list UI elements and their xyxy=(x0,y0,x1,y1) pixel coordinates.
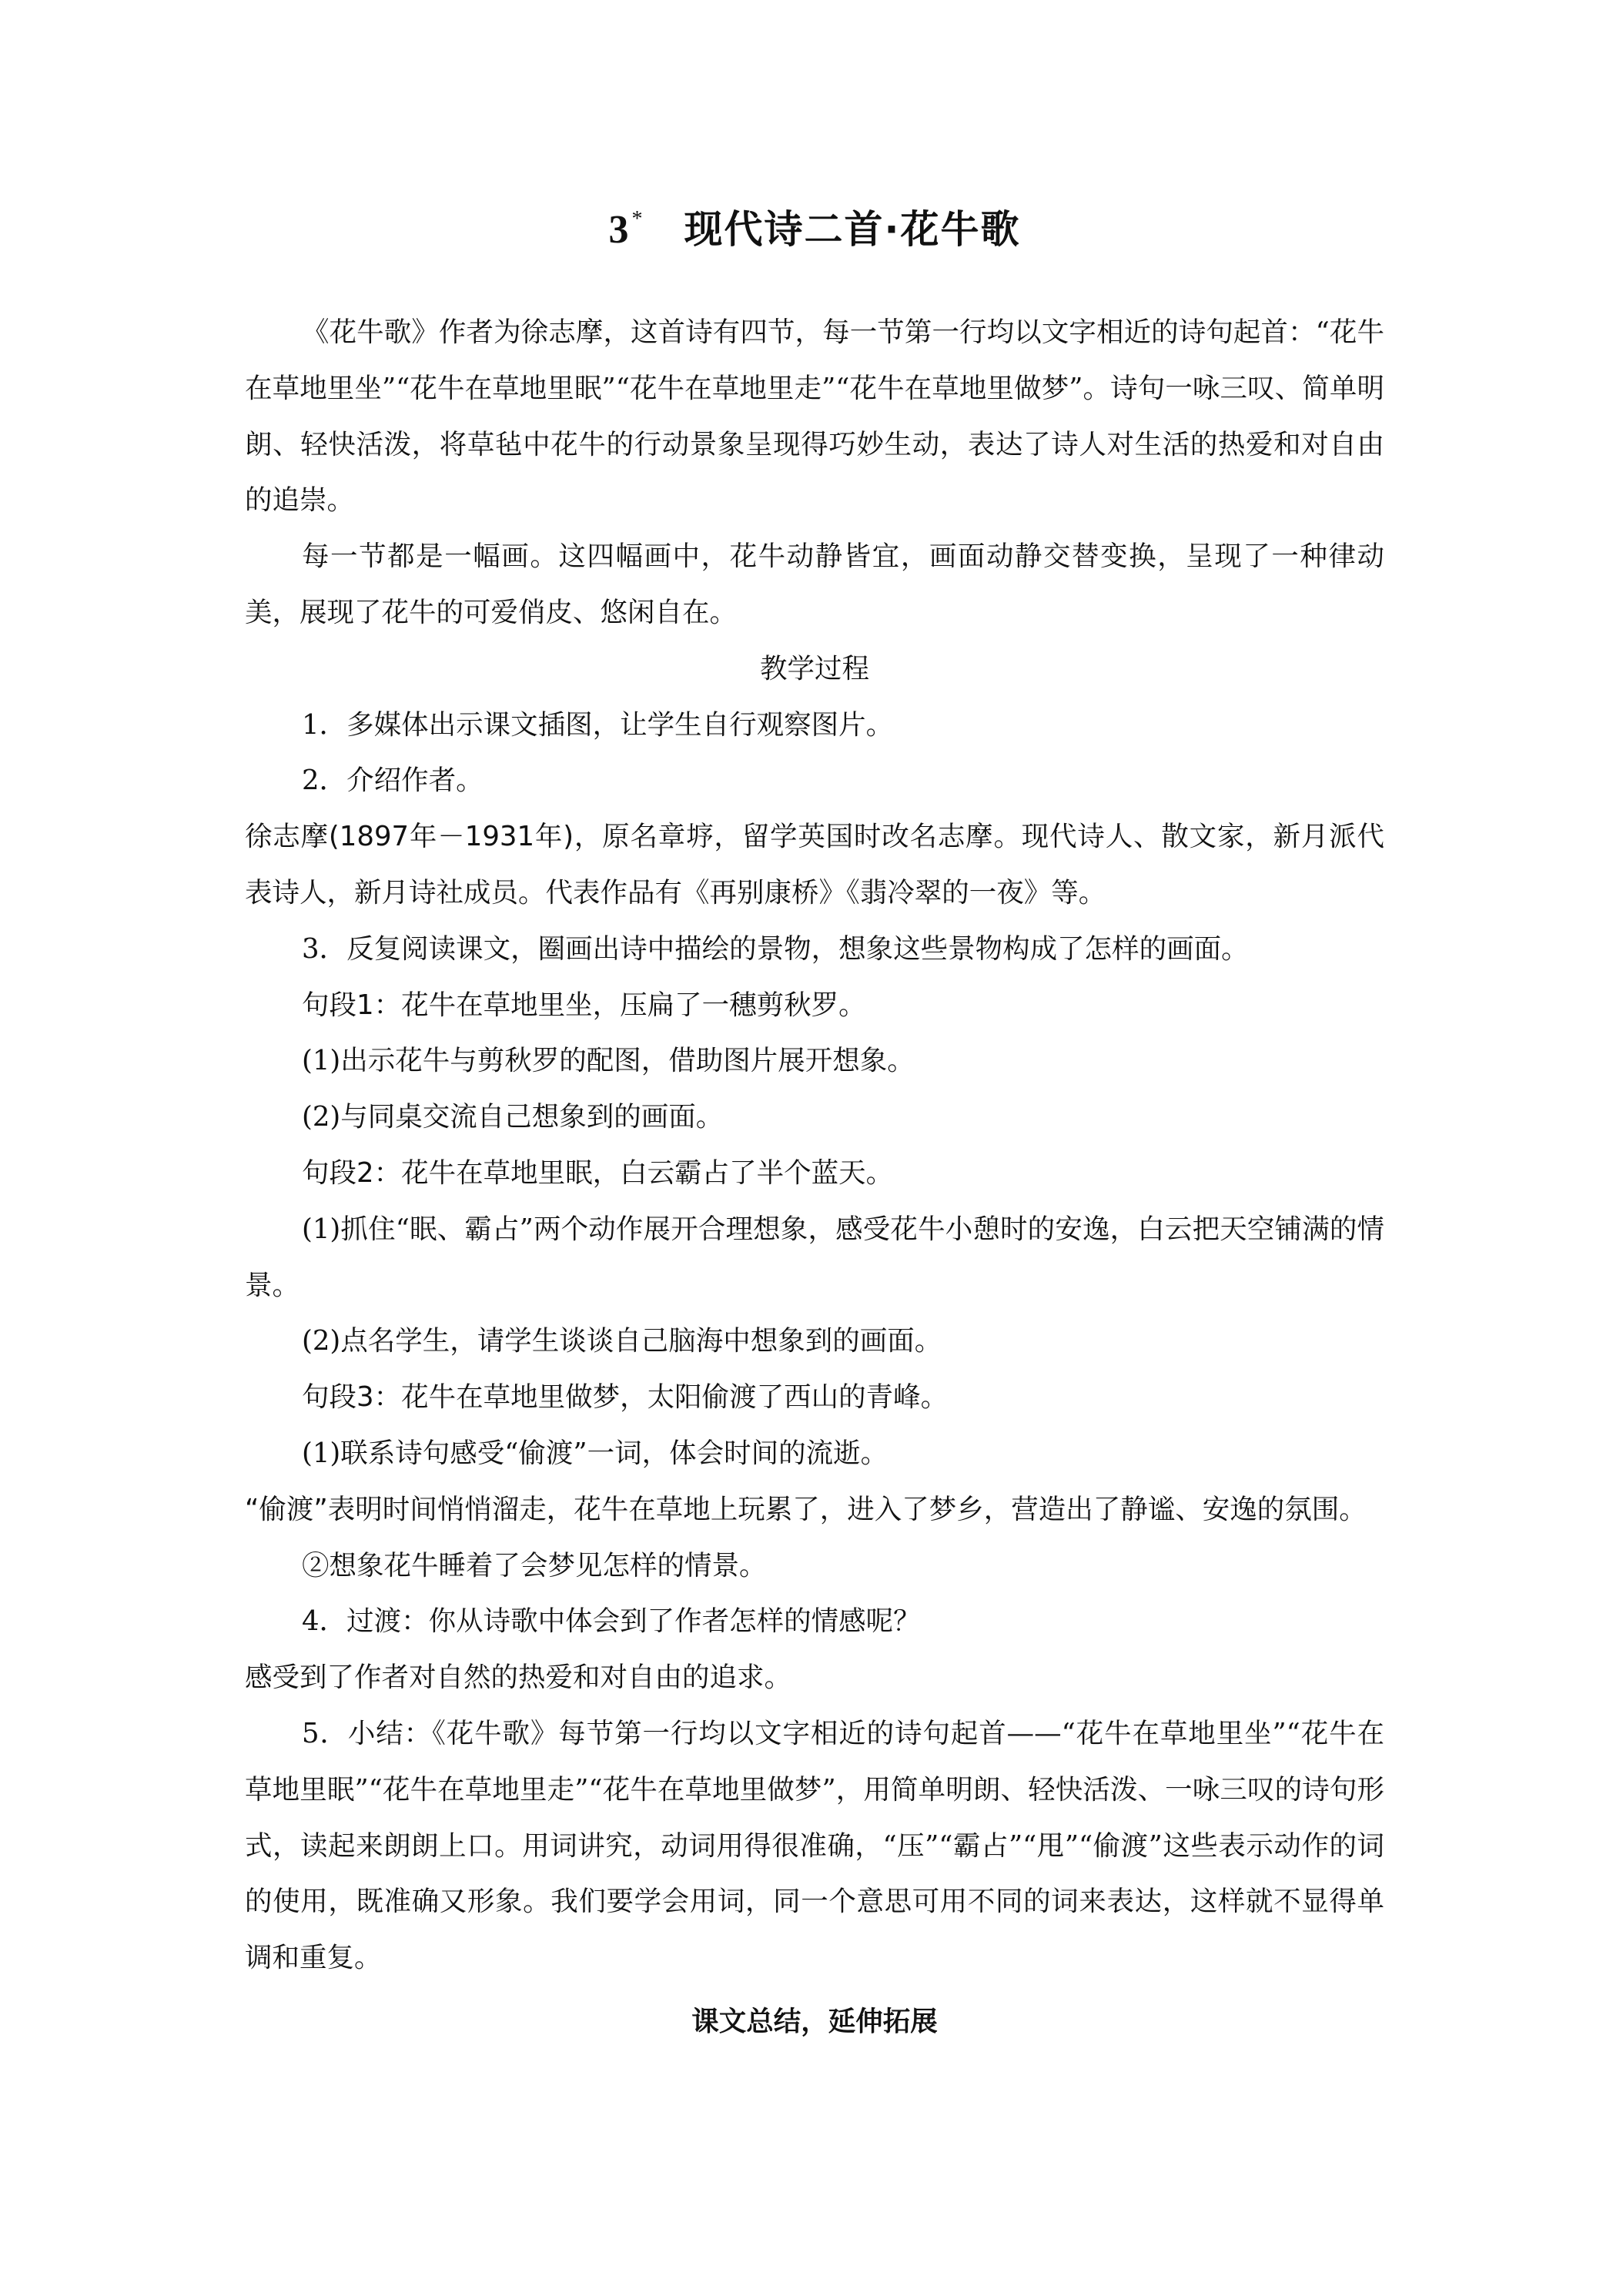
verse-2-item-1: (1)抓住“眠、霸占”两个动作展开合理想象，感受花牛小憩时的安逸，白云把天空铺满的情景。 xyxy=(245,1213,1384,1301)
step-4-answer: 感受到了作者对自然的热爱和对自由的追求。 xyxy=(245,1662,792,1694)
verse-2: 句段2：花牛在草地里眠，白云霸占了半个蓝天。 xyxy=(302,1156,894,1189)
step-1: 1．多媒体出示课文插图，让学生自行观察图片。 xyxy=(302,708,894,741)
title-text: 现代诗二首·花牛歌 xyxy=(684,207,1021,252)
author-bio: 徐志摩(1897年－1931年)，原名章垿，留学英国时改名志摩。现代诗人、散文家，新月派代表诗人，新月诗社成员。代表作品有《再别康桥》《翡冷翠的一夜》等。 xyxy=(245,821,1384,909)
step-5-summary: 5．小结：《花牛歌》每节第一行均以文字相近的诗句起首——“花牛在草地里坐”“花牛在草地里眠”“花牛在草地里走”“花牛在草地里做梦”，用简单明朗、轻快活泼、一咏三叹的诗句形式，读起来朗朗上口。用词讲究，动词用得很准确，“压”“霸占”“甩”“偷渡”这些表示动作的词的使用，既准确又形象。我们要学会用词，同一个意思可用不同的词来表达，这样就不显得单调和重复。 xyxy=(245,1717,1384,1974)
step-3: 3．反复阅读课文，圈画出诗中描绘的景物，想象这些景物构成了怎样的画面。 xyxy=(302,932,1249,965)
intro-paragraph-1: 《花牛歌》作者为徐志摩，这首诗有四节，每一节第一行均以文字相近的诗句起首：“花牛在草地里坐”“花牛在草地里眠”“花牛在草地里走”“花牛在草地里做梦”。诗句一咏三叹、简单明朗、轻快活泼，将草毡中花牛的行动景象呈现得巧妙生动，表达了诗人对生活的热爱和对自由的追崇。 xyxy=(245,316,1384,517)
document-page xyxy=(245,192,1384,2050)
verse-3: 句段3：花牛在草地里做梦，太阳偷渡了西山的青峰。 xyxy=(302,1381,949,1414)
verse-3-explanation: “偷渡”表明时间悄悄溜走，花牛在草地上玩累了，进入了梦乡，营造出了静谧、安逸的氛围。 xyxy=(245,1493,1367,1525)
intro-paragraph-2: 每一节都是一幅画。这四幅画中，花牛动静皆宜，画面动静交替变换，呈现了一种律动美，展现了花牛的可爱俏皮、悠闲自在。 xyxy=(245,541,1384,628)
verse-1-item-2: (2)与同桌交流自己想象到的画面。 xyxy=(302,1101,724,1133)
verse-3-item-1: (1)联系诗句感受“偷渡”一词，体会时间的流逝。 xyxy=(302,1437,888,1469)
section-heading-summary: 课文总结，延伸拓展 xyxy=(691,2005,938,2037)
step-2: 2．介绍作者。 xyxy=(302,765,484,797)
section-heading-teaching-process: 教学过程 xyxy=(759,652,869,684)
verse-1-item-1: (1)出示花牛与剪秋罗的配图，借助图片展开想象。 xyxy=(302,1045,915,1077)
verse-1: 句段1：花牛在草地里坐，压扁了一穗剪秋罗。 xyxy=(302,989,866,1021)
verse-2-item-2: (2)点名学生，请学生谈谈自己脑海中想象到的画面。 xyxy=(302,1325,942,1357)
step-4: 4．过渡：你从诗歌中体会到了作者怎样的情感呢？ xyxy=(302,1605,921,1638)
verse-3-item-2: ②想象花牛睡着了会梦见怎样的情景。 xyxy=(302,1549,767,1581)
lesson-number: 3 xyxy=(608,208,631,252)
optional-lesson-mark: * xyxy=(631,207,644,231)
page-title xyxy=(245,192,1384,257)
